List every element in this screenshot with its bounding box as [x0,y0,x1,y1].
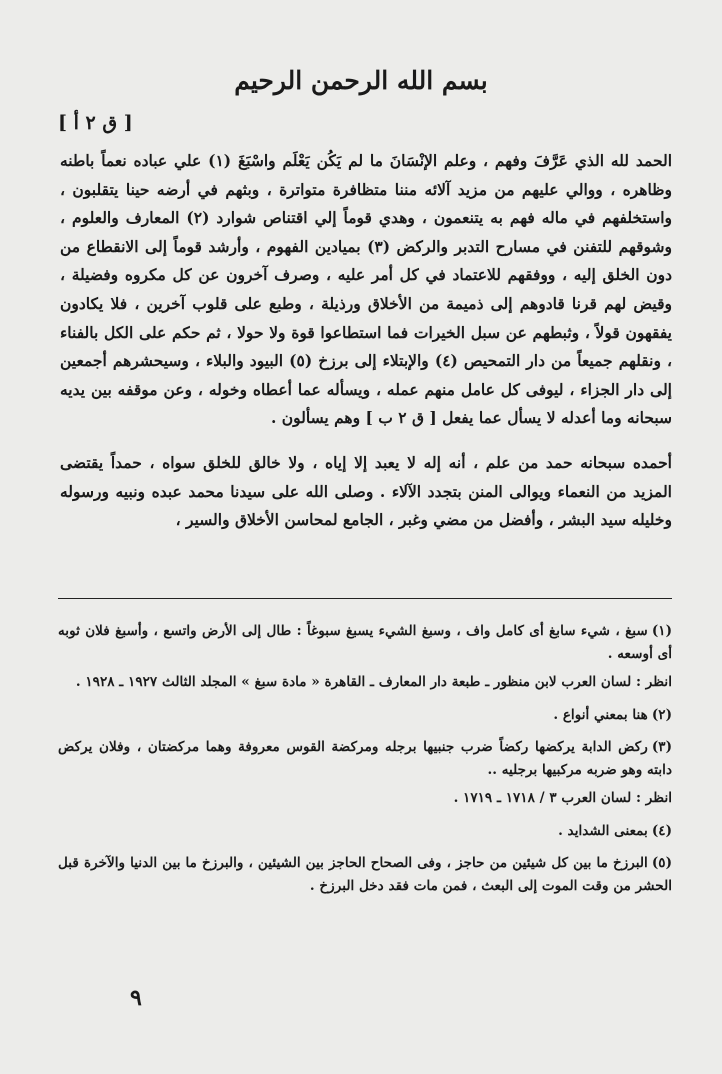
footnote-number: (١) [651,623,672,639]
footnote-1-reference [58,671,672,694]
folio-marker: [ ق ٢ أ ] [58,112,133,134]
footnote-3 [58,736,672,781]
footnote-1 [58,620,672,665]
footnote-text: سبغ ، شيء سابغ أى كامل واف ، وسبغ الشيء يسبغ سبوغاً : طال إلى الأرض واتسع ، وأسبغ فلان ثوبه أى أوسعه . [58,623,672,662]
footnote-divider [58,598,672,599]
paragraph-1: الحمد لله الذي عَرَّفَ وفهم ، وعلم الإنْسَانَ ما لم يَكُن يَعْلَم واسْبَغَ (١) علي عباده نعماً باطنه وظاهره ، ووالي عليهم من مزيد آلائه مننا متظافرة متواترة ، وبثهم في أرضه حينا يتقلبون ، واستخلفهم في ماله فهم به يتنعمون ، وهدي قوماً إلي اقتناص شوارد (٢) المعارف والعلوم ، وشوقهم للتفنن في مسارح التدبر والركض (٣) بميادين الفهوم ، وأرشد قوماً إلى الانقطاع من دون الخلق إليه ، ووفقهم للاعتماد في كل أمر عليه ، وصرف آخرون عن كل مكروه وفضيلة ، وقيض لهم قرنا قادوهم إلى ذميمة من الأخلاق ورذيلة ، وطبع على قلوب آخرين ، فلا يكادون يفقهون قولاً ، وثبطهم عن سبل الخيرات فما استطاعوا قوة ولا حولا ، ثم حكم على الكل بالفناء ، ونقلهم جميعاً من دار التمحيص (٤) والإبتلاء إلى برزخ (٥) البيود والبلاء ، وسيحشرهم أجمعين إلى دار الجزاء ، ليوفى كل عامل منهم عمله ، ويسأله عما أعطاه وخوله ، وعن موقفه بين يديه سبحانه وما أعدله لا يسأل عما يفعل [ ق ٢ ب ] وهم يسألون . [60,151,672,428]
page-number: ٩ [130,985,142,1011]
footnote-number: (٥) [651,855,672,871]
footnote-text: انظر : لسان العرب ٣ / ١٧١٨ ـ ١٧١٩ . [453,790,672,806]
footnote-text: البرزخ ما بين كل شيئين من حاجز ، وفى الصحاح الحاجز بين الشيئين ، والبرزخ ما بين الدنيا والآخرة قبل الحشر من وقت الموت إلى البعث ، فمن مات فقد دخل البرزخ . [58,855,672,894]
footnote-2 [58,704,672,727]
footnote-text: انظر : لسان العرب لابن منظور ـ طبعة دار المعارف ـ القاهرة « مادة سبغ » المجلد الثالث ١٩٢٧ ـ ١٩٢٨ . [75,674,672,690]
footnote-text: ركض الدابة يركضها ركضاً ضرب جنبيها برجله ومركضة القوس معروفة وهما مركضتان ، وفلان يركض دابته وهو ضربه مركبيها برجليه .. [58,739,672,778]
footnote-5 [58,852,672,897]
footnote-text: بمعنى الشدايد . [558,822,648,839]
footnote-3-reference [58,787,672,810]
paragraph-2: أحمده سبحانه حمد من علم ، أنه إله لا يعبد إلا إياه ، ولا خالق للخلق سواه ، حمداً يقتضى المزيد من النعماء ويوالى المنن بتجدد الآلاء . وصلى الله على سيدنا محمد عبده ونبيه ورسوله وخليله سيد البشر ، وأفضل من مضي وغبر ، الجامع لمحاسن الأخلاق والسير ، [60,452,672,530]
footnotes [58,620,672,907]
footnote-number: (٣) [651,739,672,755]
main-text [60,147,672,535]
footnote-number: (٢) [651,706,672,723]
footnote-text: هنا بمعني أنواع . [553,706,648,723]
footnote-number: (٤) [651,822,672,839]
basmala-heading: بسم الله الرحمن الرحيم [234,66,488,95]
footnote-4 [58,820,672,843]
